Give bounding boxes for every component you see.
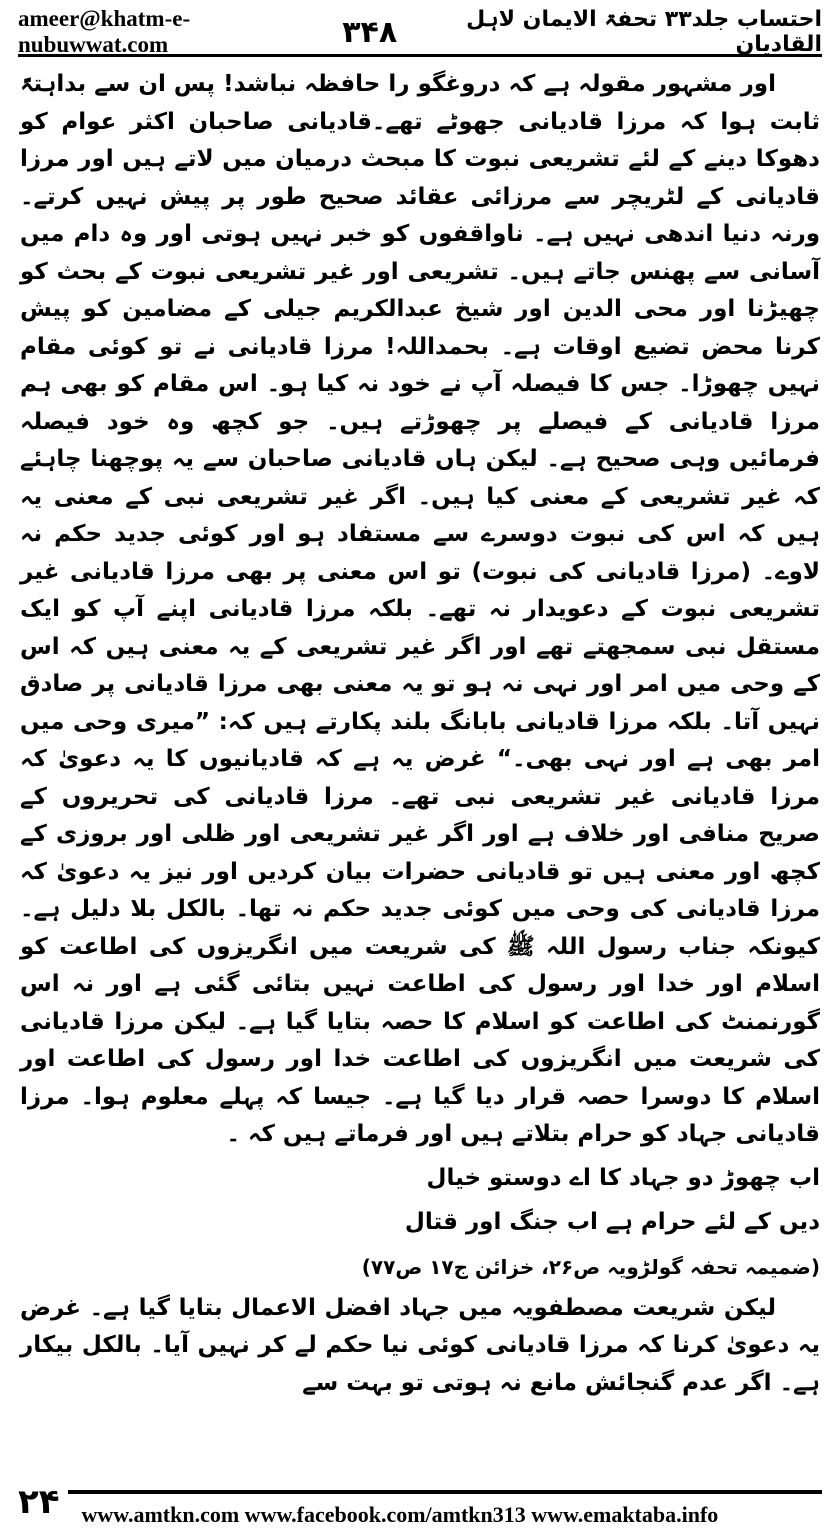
closing-paragraph: لیکن شریعت مصطفویہ میں جہاد افضل الاعمال بتایا گیا ہے۔ غرض یہ دعویٰ کرنا کہ مرزا قادیانی کوئی نیا حکم لے کر نہیں آیا۔ بالکل بیکار ہے۔ اگر عدم گنجائش مانع نہ ہوتی تو بہت سے: [20, 1294, 820, 1396]
body-paragraph: اور مشہور مقولہ ہے کہ دروغگو را حافظہ نباشد! پس ان سے بداہتہً ثابت ہوا کہ مرزا قادیانی جھوٹے تھے۔قادیانی صاحبان اکثر عوام کو دھوکا دینے کے لئے تشریعی نبوت کا مبحث درمیان میں لاتے ہیں اور مرزا قادیانی کے لٹریچر سے مرزائی عقائد صحیح طور پر پیش نہیں کرتے۔ ورنہ دنیا اندھی نہیں ہے۔ ناواقفوں کو خبر نہیں ہوتی اور وہ دام میں آسانی سے پھنس جاتے ہیں۔ تشریعی اور غیر تشریعی نبوت کے بحث کو چھیڑنا اور محی الدین اور شیخ عبدالکریم جیلی کے مضامین کو پیش کرنا محض تضیع اوقات ہے۔ بحمداللہ! مرزا قادیانی نے تو کوئی مقام نہیں چھوڑا۔ جس کا فیصلہ آپ نے خود نہ کیا ہو۔ اس مقام کو بھی ہم مرزا قادیانی کے فیصلے پر چھوڑتے ہیں۔ جو کچھ وہ خود فیصلہ فرمائیں وہی صحیح ہے۔ لیکن ہاں قادیانی صاحبان سے یہ پوچھنا چاہئے کہ غیر تشریعی کے معنی کیا ہیں۔ اگر غیر تشریعی نبی کے معنی یہ ہیں کہ اس کی نبوت دوسرے سے مستفاد ہو اور کوئی جدید حکم نہ لاوے۔ (مرزا قادیانی کی نبوت) تو اس معنی پر بھی مرزا قادیانی غیر تشریعی نبوت کے دعویدار نہ تھے۔ بلکہ مرزا قادیانی اپنے آپ کو ایک مستقل نبی سمجھتے تھے اور اگر غیر تشریعی کے یہ معنی ہیں کہ اس کے وحی میں امر اور نہی نہ ہو تو یہ معنی بھی مرزا قادیانی پر صادق نہیں آتا۔ بلکہ مرزا قادیانی بابانگ بلند پکارتے ہیں کہ: ”میری وحی میں امر بھی ہے اور نہی بھی۔“ غرض یہ ہے کہ قادیانیوں کا یہ دعویٰ کہ مرزا قادیانی غیر تشریعی نبی تھے۔ مرزا قادیانی کی تحریروں کے صریح منافی اور خلاف ہے اور اگر غیر تشریعی اور ظلی اور بروزی کے کچھ اور معنی ہیں تو قادیانی حضرات بیان کردیں اور نیز یہ دعویٰ کہ مرزا قادیانی کی وحی میں کوئی جدید حکم نہ تھا۔ بالکل بلا دلیل ہے۔ کیونکہ جناب رسول اللہ ﷺ کی شریعت میں انگریزوں کی اطاعت کو اسلام اور خدا اور رسول کی اطاعت نہیں بتائی گئی ہے اور نہ اس گورنمنٹ کی اطاعت کو اسلام کا حصہ بتایا گیا ہے۔ لیکن مرزا قادیانی کی شریعت میں انگریزوں کی اطاعت خدا اور رسول کی اطاعت اور اسلام کا دوسرا حصہ قرار دیا گیا ہے۔ جیسا کہ پہلے معلوم ہوا۔ مرزا قادیانی جہاد کو حرام بتلاتے ہیں اور فرماتے ہیں کہ ۔: [20, 71, 820, 1147]
footer-links: www.amtkn.com www.facebook.com/amtkn313 www.emaktaba.info: [81, 1502, 719, 1527]
header-book-title: احتساب جلد۳۳ تحفۃ الایمان لاہل القادیان: [466, 7, 822, 57]
header-page-number: ۳۴۸: [342, 14, 398, 50]
footer-page-number: ۲۴: [18, 1482, 68, 1522]
poem-line-2: دیں کے لئے حرام ہے اب جنگ اور قتال: [404, 1208, 820, 1235]
page-header: [18, 6, 822, 57]
poem-block: [20, 1156, 820, 1244]
poem-line-1: اب چھوڑ دو جہاد کا اے دوستو خیال: [426, 1164, 820, 1191]
header-email: ameer@khatm-e-nubuwwat.com: [18, 6, 191, 57]
page-footer: [18, 1482, 822, 1536]
reference-citation: (ضمیمہ تحفہ گولڑویہ ص۲۶، خزائن ج۱۷ ص۷۷): [361, 1254, 820, 1279]
page-body: [20, 66, 820, 1402]
